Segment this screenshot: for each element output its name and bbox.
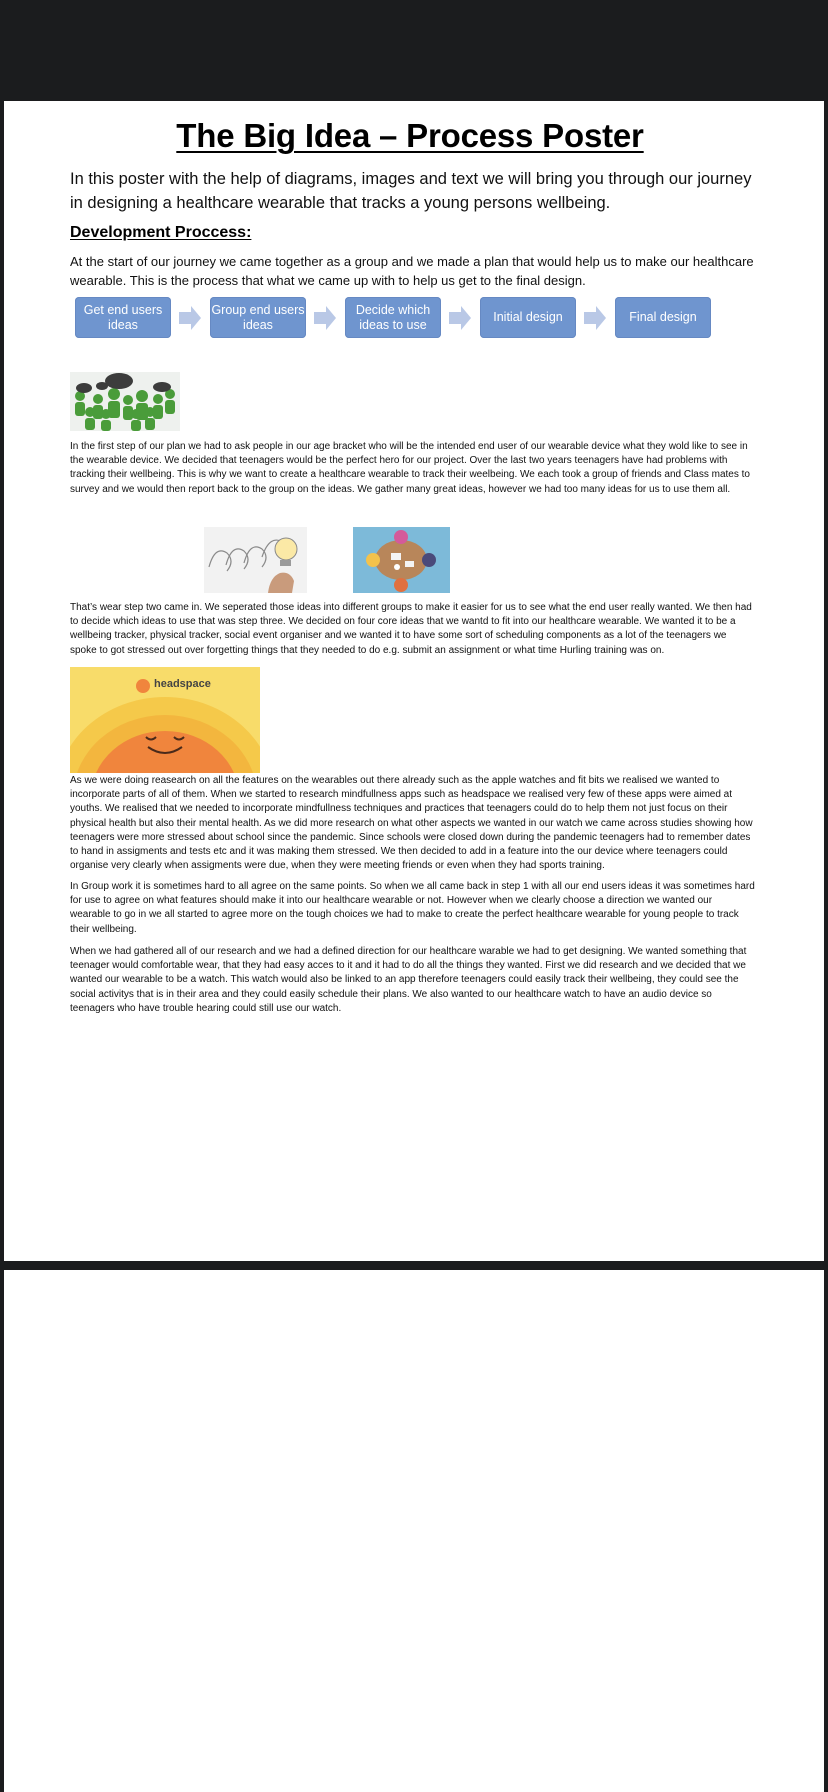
group-work-paragraph: In Group work it is sometimes hard to all agree on the same points. So when we all came back in step 1 with all our end users ideas it was sometimes hard for use to agree on what features should make it into our healthcare wearable or not. However when we clearly choose a direction we wanted our wearable to go in we all started to agree more on the tough choices we had to make to create the perfect healthcare wearable for young people to track their wellbeing. bbox=[70, 881, 755, 935]
design-paragraph: When we had gathered all of our research and we had a defined direction for our healthcare warable we had to get designing. We wanted something that teenager would comfortable wear, that they had easy acces to it and it had to do all the things they wanted. First we did research and we decided that we wanted our wearable to be a watch. This watch would also be linked to an app therefore teenagers could easily track their wellbeing, they could see the social activitys that is in their area and they could easily schedule their plans. We also wanted to our healthcare watch to have an audio device so teenagers who have trouble hearing could still use our watch. bbox=[70, 946, 747, 1014]
step-one-paragraph: In the first step of our plan we had to ask people in our age bracket who will be the intended end user of our wearable device what they wold like to see in the wearable device. We decided that teenagers would be the perfect hero for our project. Over the last two years teenagers have had problems with tracking their wellbeing. This is why we want to create a healthcare wearable to track their weelbeing. We each took a group of friends and Class mates to survey and we would then report back to the group on the ideas. We gather many great ideas, however we had too many ideas for us to use them all. bbox=[70, 441, 750, 495]
development-heading: Development Proccess: bbox=[70, 224, 252, 241]
document-page-2 bbox=[4, 1270, 824, 1792]
poster-title: The Big Idea – Process Poster bbox=[176, 117, 644, 154]
research-paragraph: As we were doing reasearch on all the features on the wearables out there already such as the apple watches and fit bits we realised we wanted to incorporate parts of all of them. When we started to research mindfullness apps such as headspace we realised very few of these apps were aimed at youths. We realised that we needed to incorporate mindfullness techniques and practices that teenagers could do to help them not just focus on their physical health but also their mental health. As we did more research on what other aspects we wanted in our watch we came across studies showing how teenagers were more stressed about school since the pandemic. Since schools were closed down during the pandemic teenagers had to remember dates to hand in assigments and tests etc and it was making them stressed. We then decided to add in a feature into the our device where teenagers could organise very clearly when assigments were due, when they were meeting friends or even when they had sports training. bbox=[70, 775, 753, 872]
process-arrow-icon bbox=[584, 306, 606, 330]
process-step-3: Decide which ideas to use bbox=[345, 297, 441, 338]
headspace-image bbox=[70, 667, 260, 773]
process-arrow-icon bbox=[179, 306, 201, 330]
team-meeting-image bbox=[353, 527, 450, 593]
process-step-5: Final design bbox=[615, 297, 711, 338]
process-arrow-icon bbox=[449, 306, 471, 330]
end-users-image bbox=[70, 372, 180, 431]
development-text: At the start of our journey we came together as a group and we made a plan that would help us to make our healthcare wearable. This is the process that what we came up with to help us get to the final design. bbox=[70, 254, 754, 288]
intro-text: In this poster with the help of diagrams, images and text we will bring you through our journey in designing a healthcare wearable that tracks a young persons wellbeing. bbox=[70, 170, 752, 212]
process-step-2: Group end users ideas bbox=[210, 297, 306, 338]
process-arrow-icon bbox=[314, 306, 336, 330]
process-step-4: Initial design bbox=[480, 297, 576, 338]
headspace-logo-text: headspace bbox=[154, 678, 211, 690]
step-two-paragraph: That’s wear step two came in. We seperated those ideas into different groups to make it easier for us to see what the end user really wanted. We then had to decide which ideas to use that was step three. We decided on four core ideas that we wantd to fit into our healthcare wearable. We wanted it to be a wellbeing tracker, physical tracker, social event organiser and we wanted it to have some sort of scheduling components as a lot of the teenagers we spoke to got stressed out over forgetting things that they needed to do e.g. submit an assignment or what time Hurling training was on. bbox=[70, 602, 752, 656]
lightbulbs-image bbox=[204, 527, 307, 593]
process-step-1: Get end users ideas bbox=[75, 297, 171, 338]
